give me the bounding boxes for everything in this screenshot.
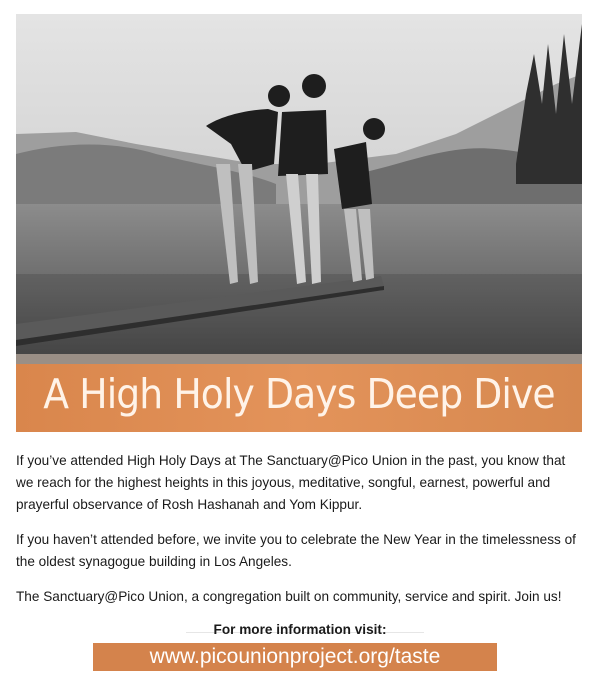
more-info-label: For more information visit:: [213, 622, 387, 637]
closing-paragraph: The Sanctuary@Pico Union, a congregation built on community, service and spirit. Join us!: [16, 589, 562, 604]
website-link-bar[interactable]: [93, 643, 497, 671]
website-link[interactable]: www.picounionproject.org/taste: [149, 645, 441, 668]
intro-paragraph: If you’ve attended High Holy Days at The Sanctuary@Pico Union in the past, you know that we reach for the highest heights in this joyous, meditative, songful, earnest, powerful and prayerful observance of Rosh Hashanah and Yom Kippur.: [16, 453, 566, 512]
title-banner: [16, 364, 582, 432]
banner-title: A High Holy Days Deep Dive: [43, 370, 555, 418]
body-copy: [16, 450, 582, 621]
hero-image: [16, 14, 582, 432]
invite-paragraph: If you haven’t attended before, we invite you to celebrate the New Year in the timelessness of the oldest synagogue building in Los Angeles.: [16, 532, 576, 569]
